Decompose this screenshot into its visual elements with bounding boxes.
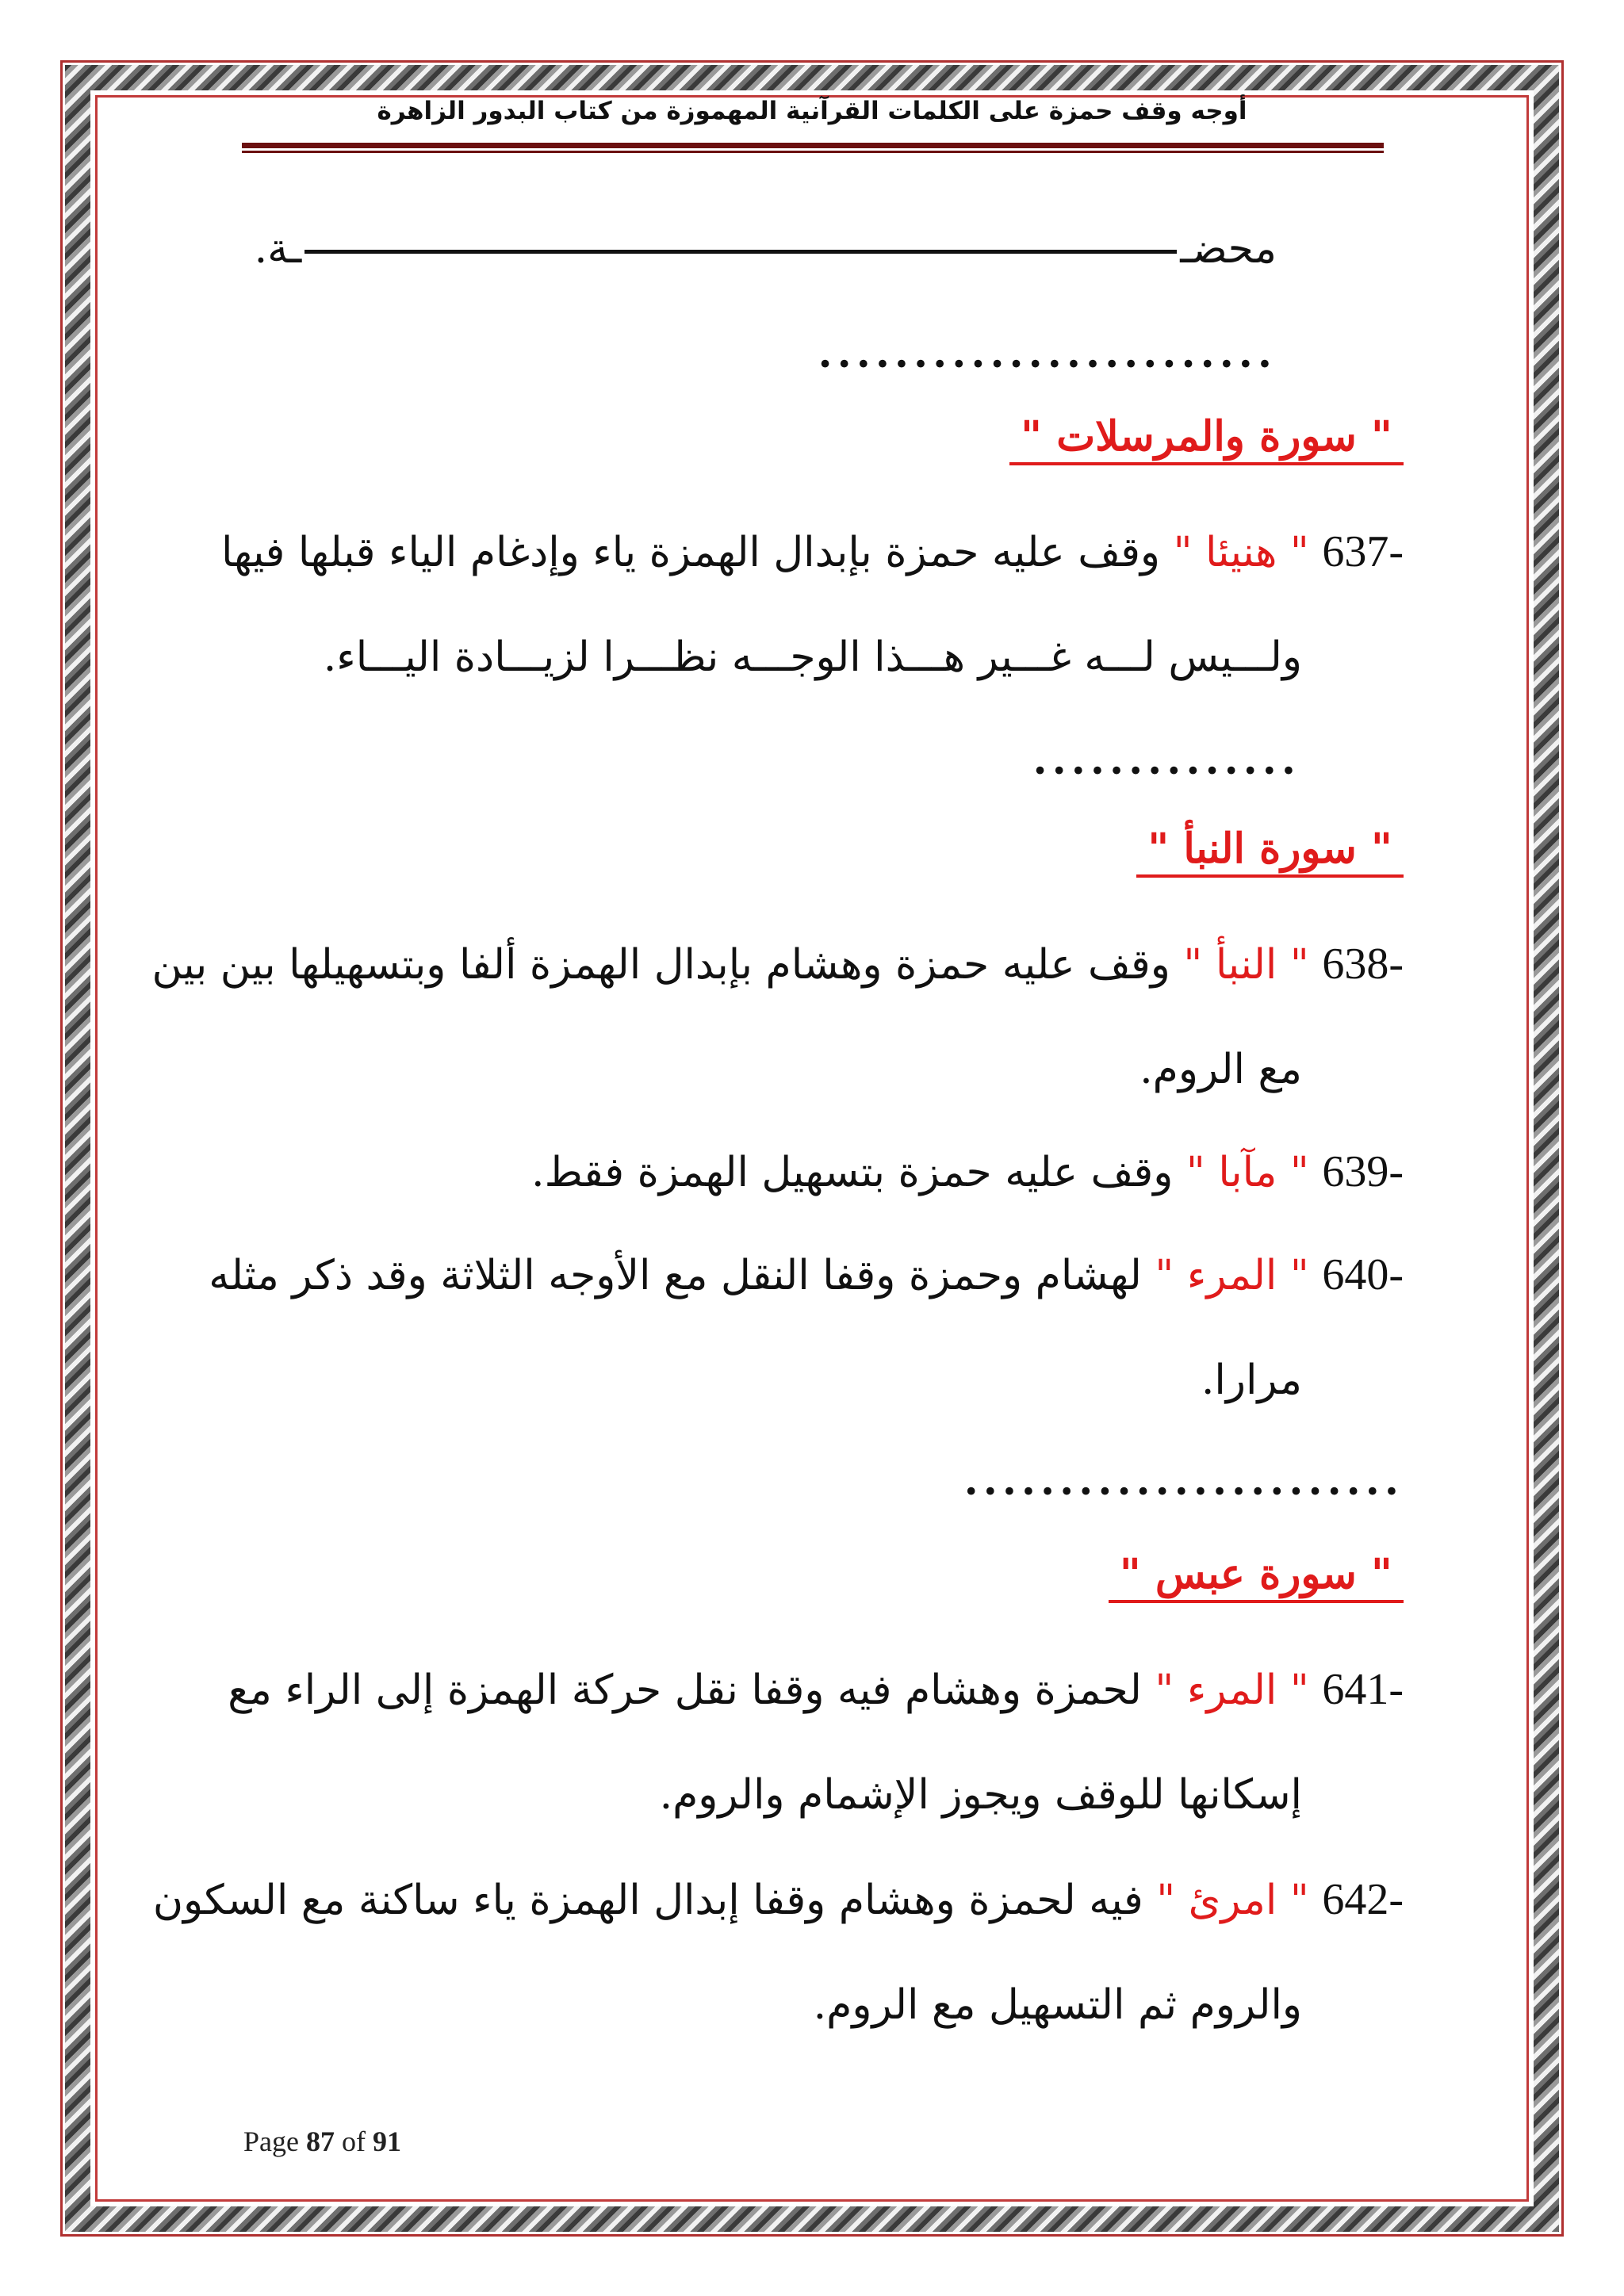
surah-heading — [1109, 1550, 1404, 1603]
entry-637 — [221, 527, 1404, 576]
entry-text: وقف عليه حمزة بإبدال الهمزة ياء وإدغام الياء قبلها فيها — [221, 529, 1174, 576]
intro-word-end: ـة. — [254, 225, 302, 273]
page-number — [243, 2125, 401, 2158]
page-total: 91 — [372, 2126, 401, 2157]
entry-keyword: " النبأ " — [1183, 941, 1309, 989]
surah-title: " سورة عبس " — [1119, 1550, 1392, 1598]
entry-text: فيه لحمزة وهشام وقفا إبدال الهمزة ياء ساكنة مع السكون — [152, 1877, 1157, 1924]
separator-dots: .............. — [1032, 736, 1300, 784]
entry-number: 640- — [1322, 1250, 1404, 1299]
entry-639 — [531, 1147, 1404, 1196]
entry-text: لهشام وحمزة وقفا النقل مع الأوجه الثلاثة وقد ذكر مثله — [209, 1252, 1155, 1299]
separator-dots: ....................... — [963, 1456, 1404, 1505]
tatweel-stroke — [304, 250, 1177, 254]
entry-number: 641- — [1322, 1665, 1404, 1714]
entry-keyword: " المرء " — [1155, 1252, 1309, 1299]
intro-word — [254, 225, 1277, 273]
entry-641 — [228, 1665, 1404, 1714]
entry-637-cont: ولـــيس لـــه غـــير هـــذا الوجـــه نظـــرا لزيـــادة اليـــاء. — [323, 633, 1302, 681]
entry-640 — [209, 1250, 1404, 1299]
entry-number: 639- — [1322, 1147, 1404, 1196]
page-current: 87 — [305, 2126, 335, 2157]
entry-642-cont: والروم ثم التسهيل مع الروم. — [813, 1981, 1302, 2029]
running-header: أوجه وقف حمزة على الكلمات القرآنية المهموزة من كتاب البدور الزاهرة — [377, 97, 1247, 125]
entry-640-cont: مرارا. — [1201, 1357, 1302, 1404]
header-rule — [242, 143, 1384, 148]
entry-number: 642- — [1322, 1875, 1404, 1924]
entry-keyword: " امرئ " — [1156, 1877, 1309, 1924]
entry-642 — [152, 1875, 1404, 1924]
page-prefix: Page — [243, 2126, 306, 2157]
surah-title: " سورة النبأ " — [1147, 825, 1392, 873]
entry-text: وقف عليه حمزة وهشام بإبدال الهمزة ألفا وبتسهيلها بين بين — [151, 941, 1184, 989]
surah-heading — [1009, 412, 1404, 465]
entry-keyword: " هنيئا " — [1173, 529, 1309, 576]
entry-text: وقف عليه حمزة بتسهيل الهمزة فقط. — [531, 1149, 1186, 1196]
entry-638 — [151, 939, 1404, 989]
entry-638-cont: مع الروم. — [1139, 1046, 1302, 1093]
entry-keyword: " مآبا " — [1185, 1149, 1309, 1196]
surah-heading — [1136, 825, 1404, 878]
page-of: of — [334, 2126, 373, 2157]
entry-number: 637- — [1322, 527, 1404, 576]
intro-word-start: محضـ — [1180, 225, 1277, 273]
separator-dots: ........................ — [818, 329, 1277, 377]
header-rule-thin — [242, 151, 1384, 153]
entry-keyword: " المرء " — [1155, 1667, 1309, 1714]
surah-title: " سورة والمرسلات " — [1021, 412, 1392, 461]
entry-text: لحمزة وهشام فيه وقفا نقل حركة الهمزة إلى الراء مع — [228, 1667, 1155, 1714]
entry-641-cont: إسكانها للوقف ويجوز الإشمام والروم. — [659, 1771, 1302, 1819]
entry-number: 638- — [1322, 939, 1404, 989]
